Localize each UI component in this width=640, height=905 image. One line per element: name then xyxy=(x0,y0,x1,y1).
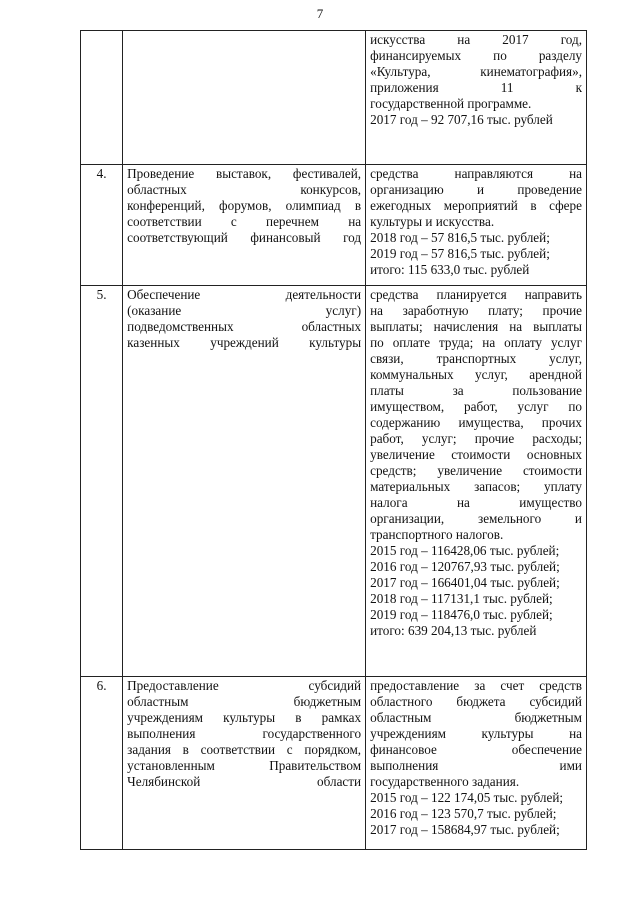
table-row xyxy=(81,165,587,286)
activity-description xyxy=(123,165,366,286)
detail-line: выполнения ими xyxy=(370,758,582,773)
row-number: 5. xyxy=(81,286,123,677)
detail-line: учреждениям культуры на xyxy=(370,726,582,741)
detail-line: работ, услуг; прочие расходы; xyxy=(370,431,582,446)
program-activities-table xyxy=(80,30,587,850)
description-line: областным бюджетным xyxy=(127,694,362,709)
detail-line: финансируемых по разделу xyxy=(370,48,582,63)
detail-line: материальных запасов; уплату xyxy=(370,479,582,494)
detail-line: «Культура, кинематография», xyxy=(370,64,582,79)
funding-amount-line: итого: 115 633,0 тыс. рублей xyxy=(370,262,530,277)
detail-line: увеличение стоимости основных xyxy=(370,447,582,462)
funding-details xyxy=(366,677,587,850)
row-number: 4. xyxy=(81,165,123,286)
detail-line: средства планируется направить xyxy=(370,287,582,302)
activity-description xyxy=(123,286,366,677)
funding-amount-line: 2015 год – 122 174,05 тыс. рублей; xyxy=(370,790,564,805)
funding-amount-line: 2015 год – 116428,06 тыс. рублей; xyxy=(370,543,560,558)
funding-amount-line: 2019 год – 118476,0 тыс. рублей; xyxy=(370,607,553,622)
description-line: учреждениям культуры в рамках xyxy=(127,710,362,725)
page-number: 7 xyxy=(316,6,324,21)
table-row xyxy=(81,677,587,850)
funding-amount-line: 2017 год – 92 707,16 тыс. рублей xyxy=(370,112,553,127)
funding-details xyxy=(366,31,587,165)
funding-amount-line: 2016 год – 123 570,7 тыс. рублей; xyxy=(370,806,557,821)
detail-line: по оплате труда; на оплату услуг xyxy=(370,335,582,350)
detail-line: средств; увеличение стоимости xyxy=(370,463,582,478)
detail-line: имуществом, работ, услуг по xyxy=(370,399,582,414)
funding-amount-line: транспортного налогов. xyxy=(370,527,504,542)
description-line: задания в соответствии с порядком, xyxy=(127,742,362,757)
row-number xyxy=(81,31,123,165)
funding-amount-line: итого: 639 204,13 тыс. рублей xyxy=(370,623,537,638)
description-line: подведомственных областных xyxy=(127,319,362,334)
detail-line: финансовое обеспечение xyxy=(370,742,582,757)
detail-line: организацию и проведение xyxy=(370,182,582,197)
funding-details xyxy=(366,286,587,677)
funding-details xyxy=(366,165,587,286)
description-line: казенных учреждений культуры xyxy=(127,335,362,350)
detail-line: ежегодных мероприятий в сфере xyxy=(370,198,582,213)
description-line: соответствии с перечнем на xyxy=(127,214,362,229)
description-line: установленным Правительством xyxy=(127,758,362,773)
detail-line: приложения 11 к xyxy=(370,80,582,95)
detail-line: налога на имущество xyxy=(370,495,582,510)
funding-amount-line: культуры и искусства. xyxy=(370,214,495,229)
funding-amount-line: 2016 год – 120767,93 тыс. рублей; xyxy=(370,559,560,574)
row-number: 6. xyxy=(81,677,123,850)
funding-amount-line: государственного задания. xyxy=(370,774,520,789)
description-line: Предоставление субсидий xyxy=(127,678,362,693)
description-line: конференций, форумов, олимпиад в xyxy=(127,198,362,213)
detail-line: организации, земельного и xyxy=(370,511,582,526)
description-line: областных конкурсов, xyxy=(127,182,362,197)
funding-amount-line: 2017 год – 158684,97 тыс. рублей; xyxy=(370,822,560,837)
detail-line: связи, транспортных услуг, xyxy=(370,351,582,366)
table-row xyxy=(81,286,587,677)
funding-amount-line: 2018 год – 117131,1 тыс. рублей; xyxy=(370,591,553,606)
funding-amount-line: 2018 год – 57 816,5 тыс. рублей; xyxy=(370,230,550,245)
activity-description xyxy=(123,677,366,850)
activity-description xyxy=(123,31,366,165)
funding-amount-line: 2019 год – 57 816,5 тыс. рублей; xyxy=(370,246,550,261)
detail-line: платы за пользование xyxy=(370,383,582,398)
table-row xyxy=(81,31,587,165)
detail-line: предоставление за счет средств xyxy=(370,678,582,693)
detail-line: выплаты; начисления на выплаты xyxy=(370,319,582,334)
detail-line: областного бюджета субсидий xyxy=(370,694,582,709)
detail-line: средства направляются на xyxy=(370,166,582,181)
funding-amount-line: 2017 год – 166401,04 тыс. рублей; xyxy=(370,575,560,590)
detail-line: областным бюджетным xyxy=(370,710,582,725)
detail-line: искусства на 2017 год, xyxy=(370,32,582,47)
description-line: Челябинской области xyxy=(127,774,362,789)
description-line: Проведение выставок, фестивалей, xyxy=(127,166,362,181)
description-line: Обеспечение деятельности xyxy=(127,287,362,302)
detail-line: коммунальных услуг, арендной xyxy=(370,367,582,382)
description-line: (оказание услуг) xyxy=(127,303,362,318)
detail-line: содержанию имущества, прочих xyxy=(370,415,582,430)
description-line: соответствующий финансовый год xyxy=(127,230,362,245)
funding-amount-line: государственной программе. xyxy=(370,96,532,111)
description-line: выполнения государственного xyxy=(127,726,362,741)
detail-line: на заработную плату; прочие xyxy=(370,303,582,318)
